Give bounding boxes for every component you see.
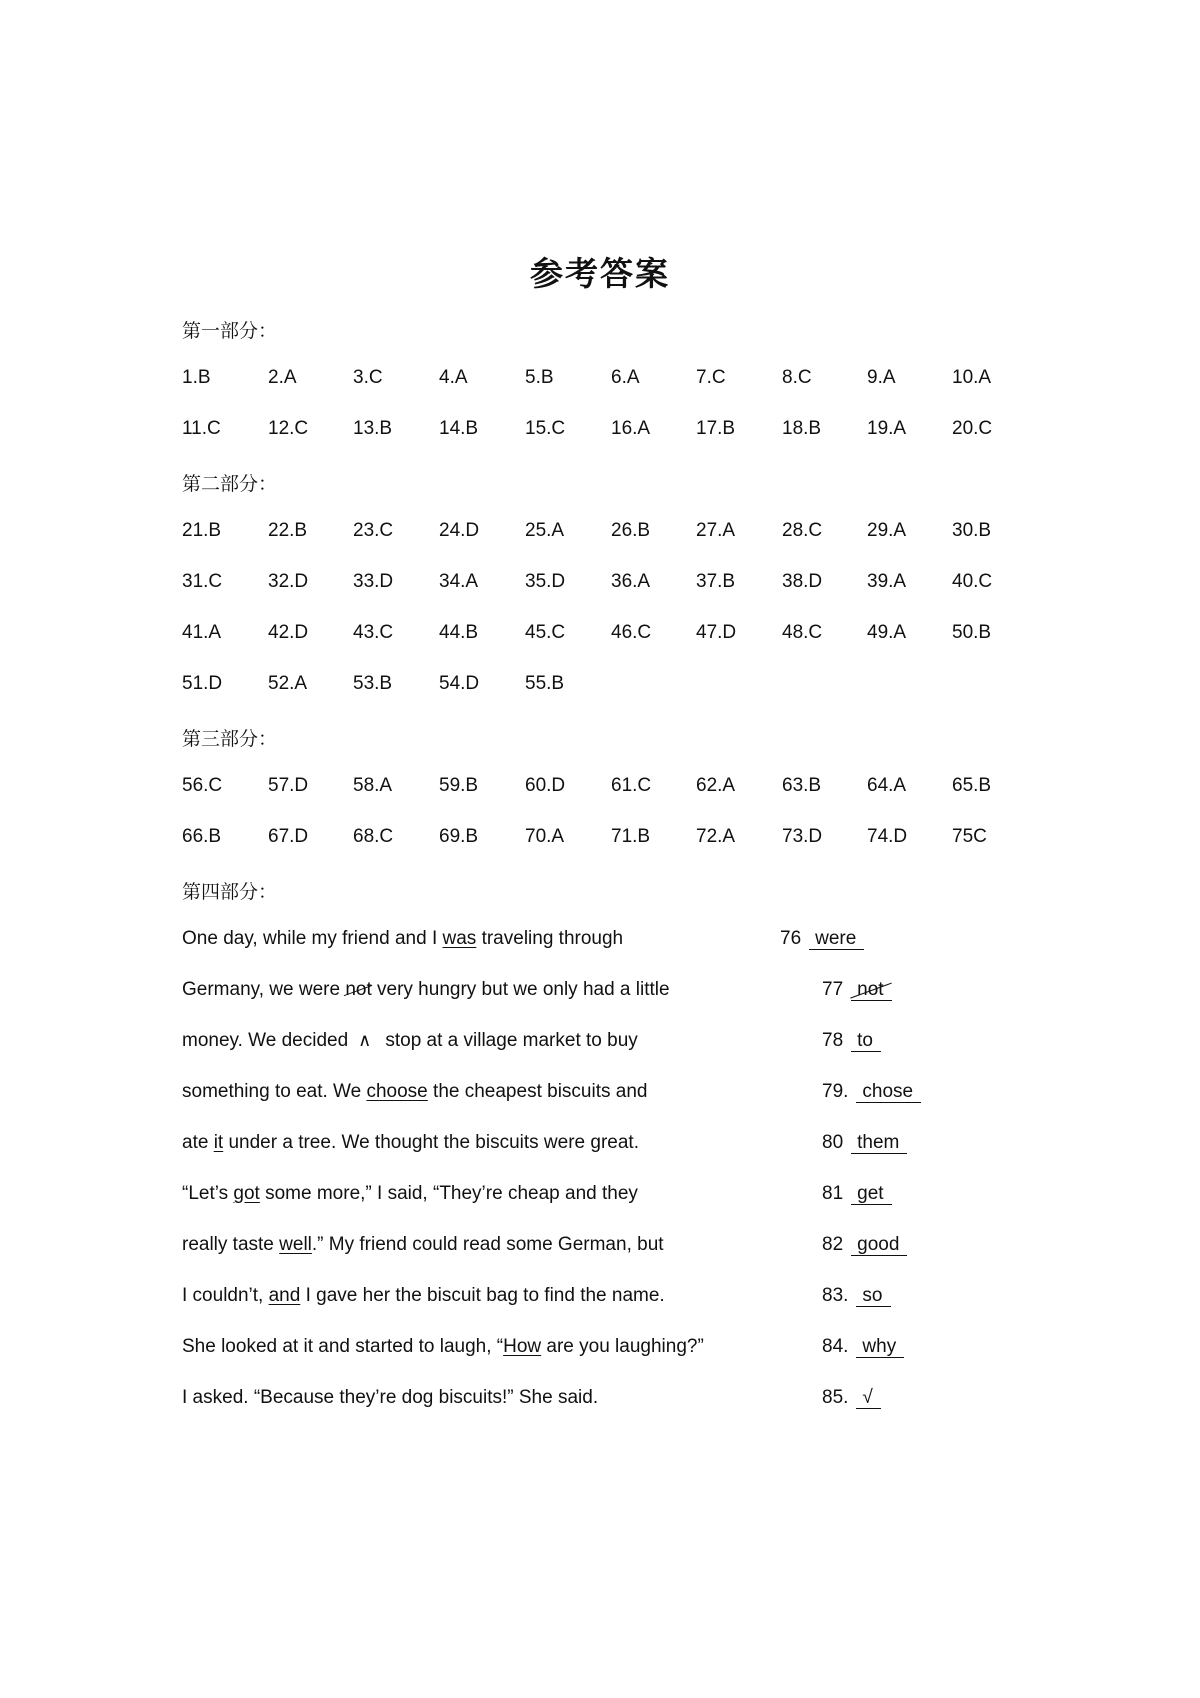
answer-item: 75C <box>952 826 987 847</box>
answer-item: 18.B <box>782 418 822 439</box>
correction-item <box>822 979 892 1001</box>
correction-number: 78 <box>822 1030 844 1051</box>
answer-item: 58.A <box>353 775 393 796</box>
section-label: 第三部分： <box>182 728 278 750</box>
answer-item: 16.A <box>611 418 651 439</box>
passage-text: something to eat. We <box>182 1081 367 1102</box>
passage-text: One day, while my friend and I <box>182 928 443 949</box>
answer-item: 43.C <box>353 622 394 643</box>
correction-word: get <box>851 1184 891 1205</box>
passage-text: I asked. “Because they’re dog biscuits!” She said. <box>182 1387 599 1408</box>
correction-number: 84. <box>822 1336 849 1357</box>
answer-item: 48.C <box>782 622 823 643</box>
answer-item: 30.B <box>952 520 992 541</box>
answer-item: 28.C <box>782 520 823 541</box>
answer-item: 26.B <box>611 520 651 541</box>
passage-line <box>182 1183 638 1205</box>
correction-word: were <box>809 929 864 950</box>
passage-text: are you laughing?” <box>541 1336 704 1357</box>
answer-item: 55.B <box>525 673 565 694</box>
correction-word: good <box>851 1235 907 1256</box>
correction-word: not <box>851 980 891 1001</box>
answer-item: 2.A <box>268 367 297 388</box>
passage-line <box>182 1387 598 1409</box>
answer-item: 66.B <box>182 826 222 847</box>
answer-item: 8.C <box>782 367 812 388</box>
answer-item: 6.A <box>611 367 640 388</box>
correction-number: 79. <box>822 1081 849 1102</box>
answer-item: 54.D <box>439 673 480 694</box>
answer-item: 34.A <box>439 571 479 592</box>
passage-text: money. We decided <box>182 1030 349 1051</box>
answer-item: 52.A <box>268 673 308 694</box>
answer-item: 46.C <box>611 622 652 643</box>
answer-item: 36.A <box>611 571 651 592</box>
error-word: and <box>268 1285 301 1306</box>
answer-item: 13.B <box>353 418 393 439</box>
answer-item: 29.A <box>867 520 907 541</box>
correction-item <box>822 1234 907 1256</box>
passage-line <box>182 1030 638 1052</box>
answer-item: 39.A <box>867 571 907 592</box>
answer-item: 21.B <box>182 520 222 541</box>
correction-number: 83. <box>822 1285 849 1306</box>
correction-item <box>822 1183 892 1205</box>
answer-item: 31.C <box>182 571 223 592</box>
answer-item: 56.C <box>182 775 223 796</box>
answer-item: 3.C <box>353 367 383 388</box>
answer-item: 60.D <box>525 775 566 796</box>
answer-item: 63.B <box>782 775 822 796</box>
answer-item: 9.A <box>867 367 896 388</box>
passage-text: .” My friend could read some German, but <box>311 1234 664 1255</box>
passage-text: stop at a village market to buy <box>385 1030 638 1051</box>
correction-word: √ <box>856 1388 880 1409</box>
answer-item: 17.B <box>696 418 736 439</box>
passage-text: traveling through <box>476 928 624 949</box>
answer-item: 70.A <box>525 826 565 847</box>
passage-text: I gave her the biscuit bag to find the name. <box>300 1285 665 1306</box>
answer-item: 7.C <box>696 367 726 388</box>
answer-item: 32.D <box>268 571 309 592</box>
error-word: How <box>503 1336 542 1357</box>
answer-item: 23.C <box>353 520 394 541</box>
correction-item <box>822 1132 907 1154</box>
section-label: 第一部分： <box>182 320 278 342</box>
answer-item: 53.B <box>353 673 393 694</box>
answer-item: 73.D <box>782 826 823 847</box>
answer-item: 65.B <box>952 775 992 796</box>
answer-item: 71.B <box>611 826 651 847</box>
answer-item: 64.A <box>867 775 907 796</box>
correction-item <box>822 1336 904 1358</box>
answer-item: 49.A <box>867 622 907 643</box>
answer-item: 62.A <box>696 775 736 796</box>
passage-line <box>182 979 670 1001</box>
correction-word: them <box>851 1133 907 1154</box>
answer-item: 4.A <box>439 367 468 388</box>
answer-item: 40.C <box>952 571 993 592</box>
answer-item: 33.D <box>353 571 394 592</box>
answer-item: 41.A <box>182 622 222 643</box>
passage-text: Germany, we were <box>182 979 346 1000</box>
correction-item <box>822 1285 891 1307</box>
section-label: 第四部分： <box>182 881 278 903</box>
correction-item <box>822 1387 881 1409</box>
correction-word: so <box>856 1286 890 1307</box>
answer-item: 24.D <box>439 520 480 541</box>
answer-item: 25.A <box>525 520 565 541</box>
answer-item: 44.B <box>439 622 479 643</box>
correction-word: why <box>856 1337 904 1358</box>
answer-item: 69.B <box>439 826 479 847</box>
answer-item: 19.A <box>867 418 907 439</box>
answer-item: 74.D <box>867 826 908 847</box>
passage-line <box>182 1081 647 1103</box>
answer-item: 1.B <box>182 367 211 388</box>
correction-item <box>780 928 864 950</box>
page-title: 参考答案 <box>530 254 670 293</box>
answer-item: 37.B <box>696 571 736 592</box>
answer-item: 47.D <box>696 622 737 643</box>
answer-item: 14.B <box>439 418 479 439</box>
passage-line <box>182 1285 665 1307</box>
answer-item: 45.C <box>525 622 566 643</box>
insert-mark: ∧ <box>358 1030 372 1050</box>
correction-word: chose <box>856 1082 921 1103</box>
correction-word: to <box>851 1031 881 1052</box>
section-label: 第二部分： <box>182 473 278 495</box>
answer-item: 35.D <box>525 571 566 592</box>
error-word: it <box>213 1132 224 1153</box>
correction-number: 76 <box>780 928 802 949</box>
answer-item: 57.D <box>268 775 309 796</box>
passage-line <box>182 1336 704 1358</box>
answer-item: 27.A <box>696 520 736 541</box>
answer-item: 61.C <box>611 775 652 796</box>
passage-text: I couldn’t, <box>182 1285 269 1306</box>
correction-number: 85. <box>822 1387 849 1408</box>
answer-item: 68.C <box>353 826 394 847</box>
answer-item: 38.D <box>782 571 823 592</box>
correction-number: 81 <box>822 1183 844 1204</box>
passage-text: ate <box>182 1132 214 1153</box>
correction-number: 80 <box>822 1132 844 1153</box>
passage-text: under a tree. We thought the biscuits were great. <box>223 1132 639 1153</box>
answer-item: 5.B <box>525 367 554 388</box>
answer-item: 50.B <box>952 622 992 643</box>
answer-item: 42.D <box>268 622 309 643</box>
answer-item: 59.B <box>439 775 479 796</box>
answer-item: 10.A <box>952 367 992 388</box>
passage-text: She looked at it and started to laugh, “ <box>182 1336 504 1357</box>
error-word: got <box>233 1183 260 1204</box>
answer-item: 67.D <box>268 826 309 847</box>
passage-text: very hungry but we only had a little <box>371 979 670 1000</box>
error-word: choose <box>366 1081 428 1102</box>
answer-item: 51.D <box>182 673 223 694</box>
correction-number: 77 <box>822 979 844 1000</box>
passage-text: the cheapest biscuits and <box>427 1081 648 1102</box>
answer-item: 72.A <box>696 826 736 847</box>
error-word: well <box>279 1234 312 1255</box>
passage-line <box>182 1132 639 1154</box>
deleted-word: not <box>345 979 372 1000</box>
answer-item: 11.C <box>182 418 221 439</box>
answer-item: 15.C <box>525 418 566 439</box>
correction-item <box>822 1030 881 1052</box>
passage-text: some more,” I said, “They’re cheap and they <box>259 1183 638 1204</box>
passage-text: “Let’s <box>182 1183 234 1204</box>
passage-line <box>182 1234 664 1256</box>
correction-number: 82 <box>822 1234 844 1255</box>
answer-item: 22.B <box>268 520 308 541</box>
answer-item: 20.C <box>952 418 993 439</box>
correction-item <box>822 1081 921 1103</box>
error-word: was <box>442 928 477 949</box>
passage-text: really taste <box>182 1234 280 1255</box>
answer-item: 12.C <box>268 418 309 439</box>
passage-line <box>182 928 623 950</box>
